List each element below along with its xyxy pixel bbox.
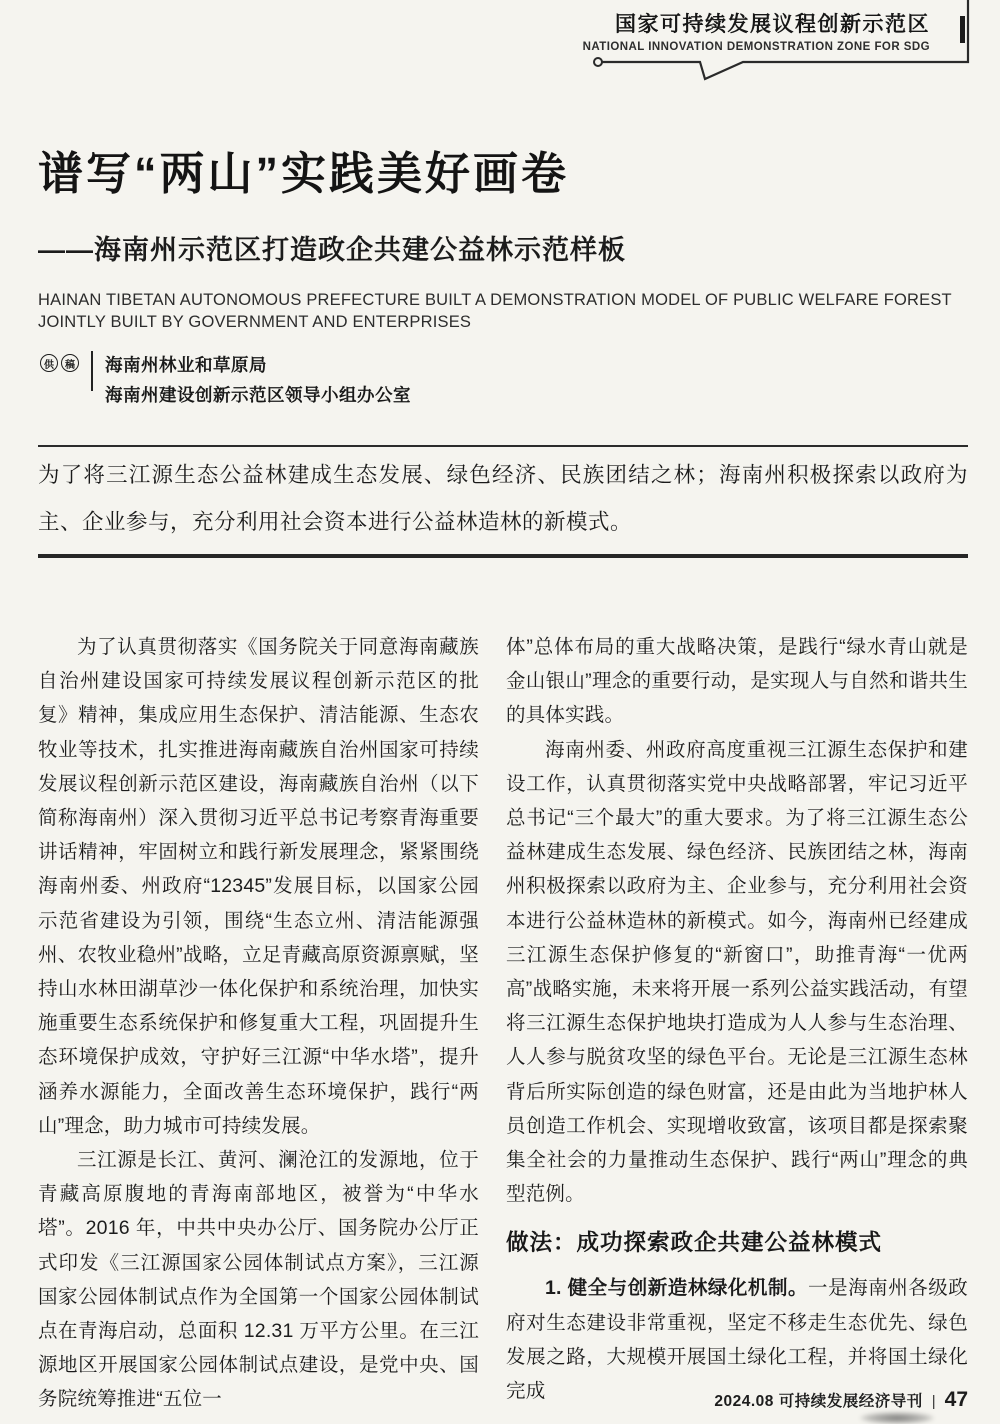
- article-subtitle: ——海南州示范区打造政企共建公益林示范样板: [38, 235, 626, 266]
- body-columns: [38, 630, 968, 1417]
- section-heading: 做法：成功探索政企共建公益林模式: [506, 1230, 883, 1256]
- article-title-en-line2: JOINTLY BUILT BY GOVERNMENT AND ENTERPRISES: [38, 313, 472, 332]
- byline: [40, 350, 411, 410]
- scan-artifact: [860, 1412, 934, 1424]
- numbered-paragraph-lead: 1. 健全与创新造林绿化机制。: [545, 1277, 809, 1300]
- page-number: 47: [944, 1388, 968, 1411]
- header-badge: [583, 8, 930, 53]
- article-title-en-line1: HAINAN TIBETAN AUTONOMOUS PREFECTURE BUILT A DEMONSTRATION MODEL OF PUBLIC WELFARE FOREST: [38, 291, 952, 310]
- journal-issue: 2024.08 可持续发展经济导刊: [714, 1393, 923, 1410]
- contributor-icon-gong: 供: [40, 354, 58, 372]
- left-column: [38, 630, 479, 1417]
- byline-orgs: [105, 350, 411, 410]
- body-paragraph: 为了认真贯彻落实《国务院关于同意海南藏族自治州建设国家可持续发展议程创新示范区的批复》精神，集成应用生态保护、清洁能源、生态农牧业等技术，扎实推进海南藏族自治州国家可持续发展议程创新示范区建设，海南藏族自治州（以下简称海南州）深入贯彻习近平总书记考察青海重要讲话精神，牢固树立和践行新发展理念，紧紧围绕海南州委、州政府“12345”发展目标，以国家公园示范省建设为引领，围绕“生态立州、清洁能源强州、农牧业稳州”战略，立足青藏高原资源禀赋，坚持山水林田湖草沙一体化保护和系统治理，加快实施重要生态系统保护和修复重大工程，巩固提升生态环境保护成效，守护好三江源“中华水塔”，提升涵养水源能力，全面改善生态环境保护，践行“两山”理念，助力城市可持续发展。: [38, 636, 479, 1137]
- body-paragraph: 海南州委、州政府高度重视三江源生态保护和建设工作，认真贯彻落实党中央战略部署，牢记习近平总书记“三个最大”的重大要求。为了将三江源生态公益林建成生态发展、绿色经济、民族团结之林，海南州积极探索以政府为主、企业参与，充分利用社会资本进行公益林造林的新模式。如今，海南州已经建成三江源生态保护修复的“新窗口”，助推青海“一优两高”战略实施，未来将开展一系列公益实践活动，有望将三江源生态保护地块打造成为人人参与生态治理、人人参与脱贫攻坚的绿色平台。无论是三江源生态林背后所实际创造的绿色财富，还是由此为当地护林人员创造工作机会、实现增收致富，该项目都是探索聚集全社会的力量推动生态保护、践行“两山”理念的典型范例。: [506, 738, 968, 1206]
- page-footer: [714, 1388, 968, 1412]
- abstract-block: [38, 445, 968, 558]
- org-name-1: 海南州林业和草原局: [105, 355, 267, 375]
- footer-separator: |: [931, 1393, 936, 1410]
- contributor-icons: [40, 354, 79, 372]
- abstract-rule-top: [38, 445, 968, 447]
- abstract-rule-bottom: [38, 554, 968, 558]
- contributor-icon-gao: 稿: [61, 354, 79, 372]
- body-paragraph-continuation: 体”总体布局的重大战略决策，是践行“绿水青山就是金山银山”理念的重要行动，是实现人与自然和谐共生的具体实践。: [506, 636, 968, 727]
- badge-title-zh: 国家可持续发展议程创新示范区: [615, 13, 930, 36]
- right-column: [506, 630, 968, 1417]
- numbered-paragraph-body: 一是海南州各级政府对生态建设非常重视，坚定不移走生态优先、绿色发展之路，大规模开展国土绿化工程，并将国土绿化完成: [506, 1277, 968, 1403]
- badge-subtitle-en: NATIONAL INNOVATION DEMONSTRATION ZONE FOR SDG: [582, 41, 930, 53]
- article-title: 谱写“两山”实践美好画卷: [38, 148, 570, 199]
- title-block: [38, 146, 970, 333]
- body-paragraph: 三江源是长江、黄河、澜沧江的发源地，位于青藏高原腹地的青海南部地区，被誉为“中华水塔”。2016 年，中共中央办公厅、国务院办公厅正式印发《三江源国家公园体制试点方案》，三江源国家公园体制试点作为全国第一个国家公园体制试点在青海启动，总面积 12.31 万平方公里。在三江源地区开展国家公园体制试点建设，是党中央、国务院统筹推进“五位一: [38, 1149, 479, 1411]
- byline-divider: [91, 351, 93, 391]
- article-title-en: [38, 289, 970, 333]
- abstract-text: 为了将三江源生态公益林建成生态发展、绿色经济、民族团结之林；海南州积极探索以政府为主、企业参与，充分利用社会资本进行公益林造林的新模式。: [38, 463, 968, 534]
- org-name-2: 海南州建设创新示范区领导小组办公室: [105, 385, 411, 405]
